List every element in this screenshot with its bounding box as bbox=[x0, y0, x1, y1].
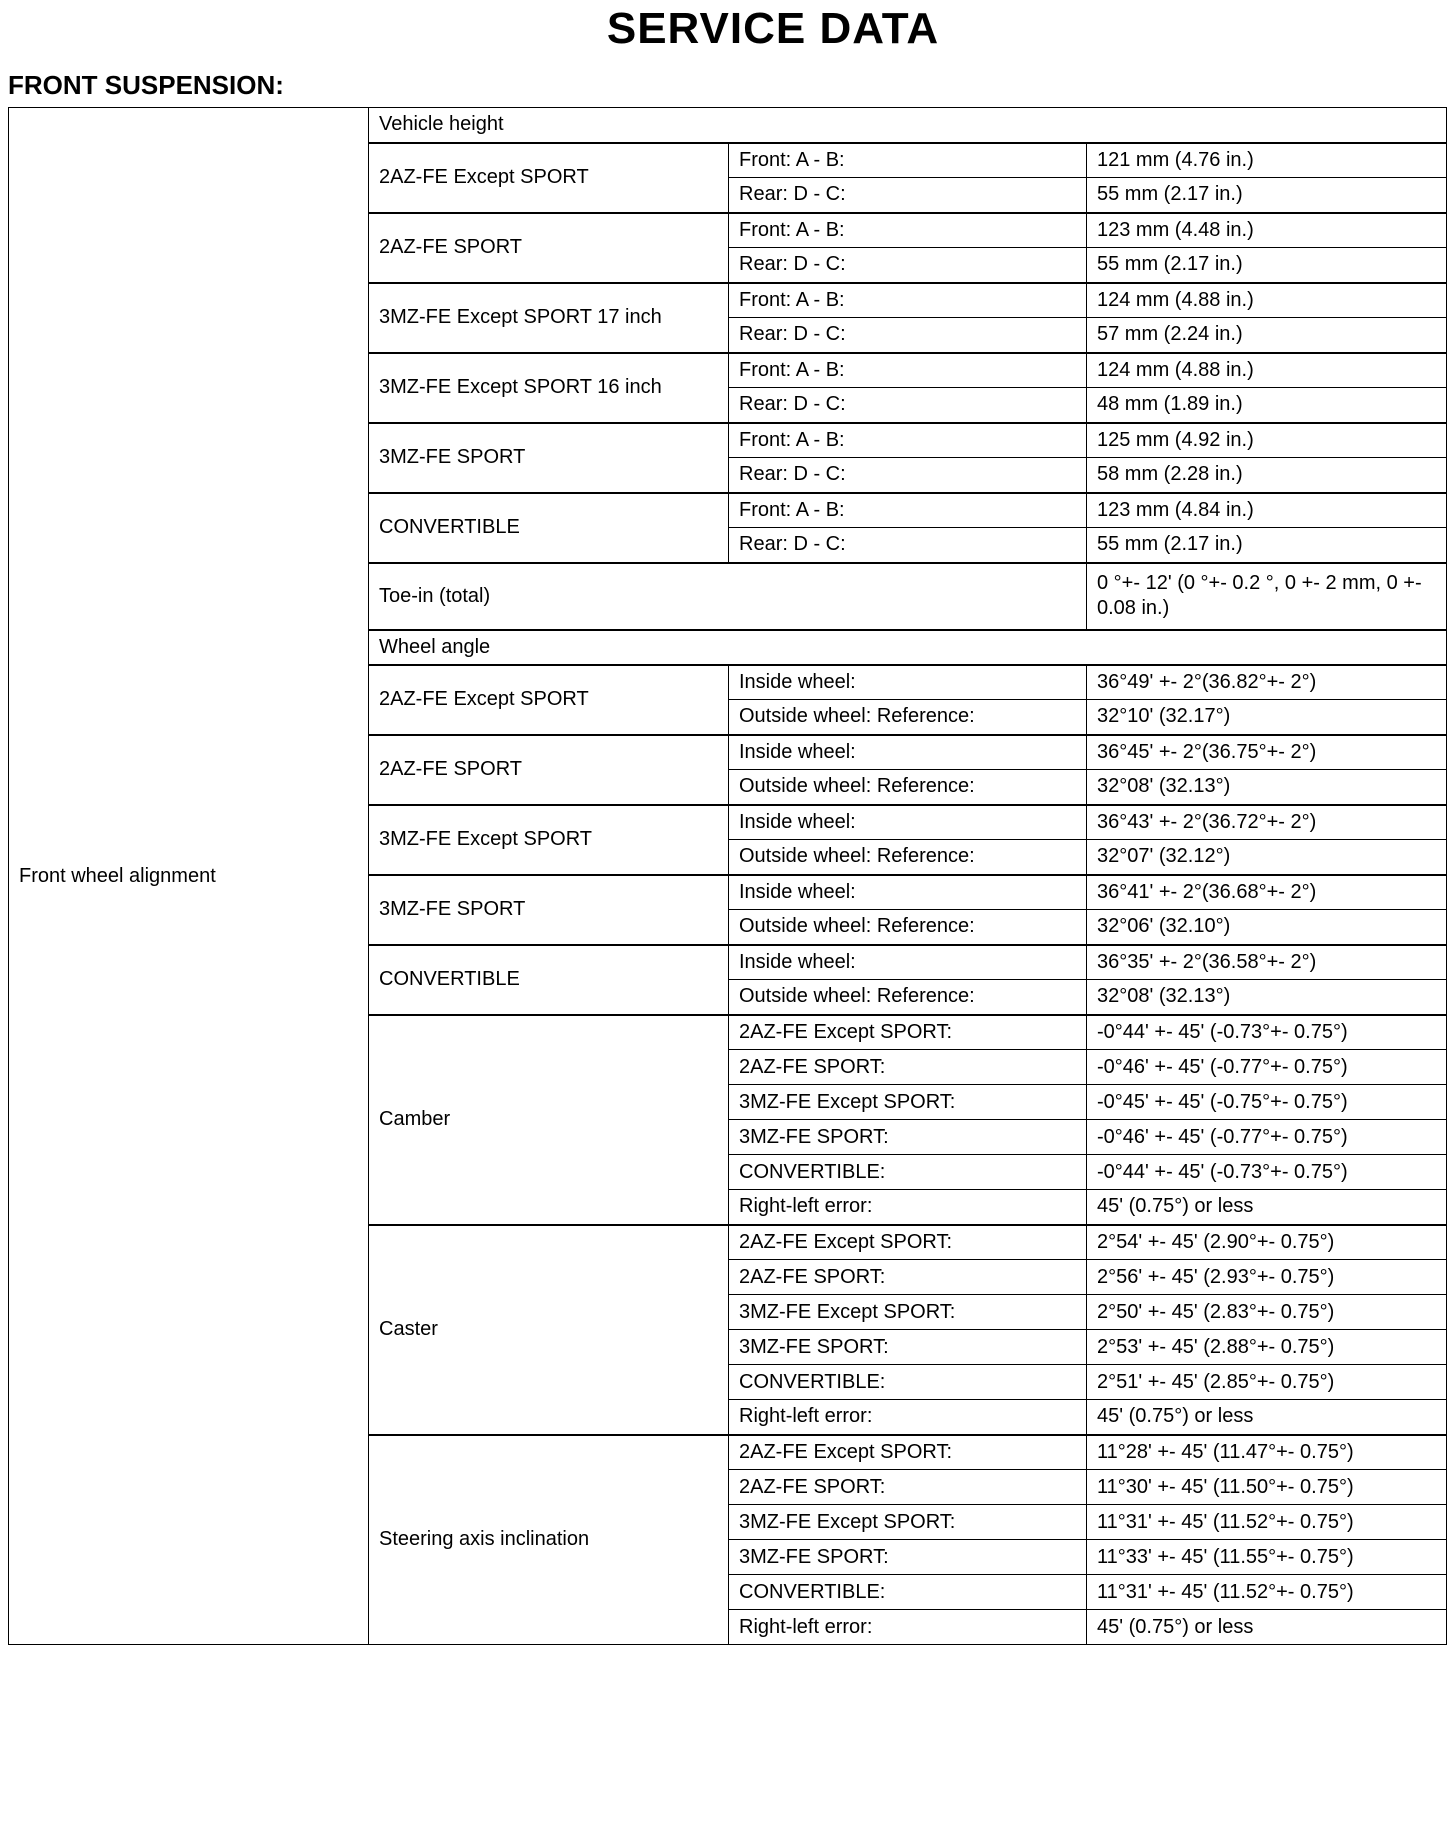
spec-label: CONVERTIBLE: bbox=[729, 1155, 1087, 1190]
spec-label: Right-left error: bbox=[729, 1190, 1087, 1225]
model-cell: 3MZ-FE Except SPORT 17 inch bbox=[369, 283, 729, 353]
spec-value: 55 mm (2.17 in.) bbox=[1087, 178, 1447, 213]
spec-value: 32°10' (32.17°) bbox=[1087, 700, 1447, 735]
spec-label: 2AZ-FE Except SPORT: bbox=[729, 1225, 1087, 1260]
spec-label: 2AZ-FE Except SPORT: bbox=[729, 1435, 1087, 1470]
spec-value: 45' (0.75°) or less bbox=[1087, 1610, 1447, 1645]
spec-label: Front: A - B: bbox=[729, 213, 1087, 248]
spec-label: 3MZ-FE SPORT: bbox=[729, 1540, 1087, 1575]
spec-value: 124 mm (4.88 in.) bbox=[1087, 353, 1447, 388]
angle-group-name: Caster bbox=[369, 1225, 729, 1435]
spec-value: -0°46' +- 45' (-0.77°+- 0.75°) bbox=[1087, 1050, 1447, 1085]
spec-value: 36°49' +- 2°(36.82°+- 2°) bbox=[1087, 665, 1447, 700]
spec-label: 3MZ-FE Except SPORT: bbox=[729, 1085, 1087, 1120]
spec-value: 11°33' +- 45' (11.55°+- 0.75°) bbox=[1087, 1540, 1447, 1575]
spec-label: 2AZ-FE SPORT: bbox=[729, 1050, 1087, 1085]
spec-value: 125 mm (4.92 in.) bbox=[1087, 423, 1447, 458]
spec-label: CONVERTIBLE: bbox=[729, 1575, 1087, 1610]
page-title: SERVICE DATA bbox=[606, 4, 940, 53]
spec-label: Rear: D - C: bbox=[729, 248, 1087, 283]
spec-label: Rear: D - C: bbox=[729, 458, 1087, 493]
service-data-table bbox=[8, 107, 1447, 1645]
spec-value: 2°50' +- 45' (2.83°+- 0.75°) bbox=[1087, 1295, 1447, 1330]
model-cell: CONVERTIBLE bbox=[369, 945, 729, 1015]
vehicle-height-header-row bbox=[9, 108, 1447, 143]
category-cell: Front wheel alignment bbox=[9, 108, 369, 1645]
spec-value: -0°46' +- 45' (-0.77°+- 0.75°) bbox=[1087, 1120, 1447, 1155]
model-cell: 3MZ-FE SPORT bbox=[369, 423, 729, 493]
spec-value: 121 mm (4.76 in.) bbox=[1087, 143, 1447, 178]
spec-label: Outside wheel: Reference: bbox=[729, 980, 1087, 1015]
spec-value: 32°07' (32.12°) bbox=[1087, 840, 1447, 875]
model-cell: 2AZ-FE SPORT bbox=[369, 735, 729, 805]
section-heading: FRONT SUSPENSION: bbox=[8, 70, 284, 100]
spec-value: 32°08' (32.13°) bbox=[1087, 770, 1447, 805]
spec-value: 124 mm (4.88 in.) bbox=[1087, 283, 1447, 318]
spec-label: Outside wheel: Reference: bbox=[729, 770, 1087, 805]
vehicle-height-header: Vehicle height bbox=[369, 108, 1447, 143]
spec-value: 58 mm (2.28 in.) bbox=[1087, 458, 1447, 493]
spec-label: Front: A - B: bbox=[729, 493, 1087, 528]
spec-label: Front: A - B: bbox=[729, 353, 1087, 388]
spec-label: 3MZ-FE Except SPORT: bbox=[729, 1295, 1087, 1330]
spec-label: Front: A - B: bbox=[729, 283, 1087, 318]
spec-value: -0°45' +- 45' (-0.75°+- 0.75°) bbox=[1087, 1085, 1447, 1120]
spec-value: 57 mm (2.24 in.) bbox=[1087, 318, 1447, 353]
spec-label: Right-left error: bbox=[729, 1610, 1087, 1645]
spec-label: 3MZ-FE SPORT: bbox=[729, 1330, 1087, 1365]
spec-value: 123 mm (4.48 in.) bbox=[1087, 213, 1447, 248]
spec-value: 36°35' +- 2°(36.58°+- 2°) bbox=[1087, 945, 1447, 980]
model-cell: 2AZ-FE Except SPORT bbox=[369, 665, 729, 735]
spec-label: Inside wheel: bbox=[729, 875, 1087, 910]
spec-value: 36°43' +- 2°(36.72°+- 2°) bbox=[1087, 805, 1447, 840]
spec-label: Right-left error: bbox=[729, 1400, 1087, 1435]
toe-in-label: Toe-in (total) bbox=[369, 563, 1087, 630]
spec-value: 36°45' +- 2°(36.75°+- 2°) bbox=[1087, 735, 1447, 770]
model-cell: CONVERTIBLE bbox=[369, 493, 729, 563]
spec-label: Inside wheel: bbox=[729, 665, 1087, 700]
model-cell: 3MZ-FE Except SPORT 16 inch bbox=[369, 353, 729, 423]
spec-value: 2°51' +- 45' (2.85°+- 0.75°) bbox=[1087, 1365, 1447, 1400]
spec-value: 2°53' +- 45' (2.88°+- 0.75°) bbox=[1087, 1330, 1447, 1365]
spec-label: Inside wheel: bbox=[729, 805, 1087, 840]
spec-label: Rear: D - C: bbox=[729, 388, 1087, 423]
spec-label: Outside wheel: Reference: bbox=[729, 840, 1087, 875]
spec-label: 2AZ-FE SPORT: bbox=[729, 1260, 1087, 1295]
spec-value: 45' (0.75°) or less bbox=[1087, 1400, 1447, 1435]
spec-value: 11°28' +- 45' (11.47°+- 0.75°) bbox=[1087, 1435, 1447, 1470]
spec-value: 123 mm (4.84 in.) bbox=[1087, 493, 1447, 528]
wheel-angle-header: Wheel angle bbox=[369, 630, 1447, 665]
spec-value: 11°30' +- 45' (11.50°+- 0.75°) bbox=[1087, 1470, 1447, 1505]
spec-label: CONVERTIBLE: bbox=[729, 1365, 1087, 1400]
spec-label: Rear: D - C: bbox=[729, 178, 1087, 213]
spec-value: 32°08' (32.13°) bbox=[1087, 980, 1447, 1015]
spec-value: 55 mm (2.17 in.) bbox=[1087, 248, 1447, 283]
spec-label: Front: A - B: bbox=[729, 423, 1087, 458]
angle-group-name: Steering axis inclination bbox=[369, 1435, 729, 1645]
spec-label: 2AZ-FE Except SPORT: bbox=[729, 1015, 1087, 1050]
spec-label: Rear: D - C: bbox=[729, 528, 1087, 563]
spec-label: Rear: D - C: bbox=[729, 318, 1087, 353]
model-cell: 2AZ-FE Except SPORT bbox=[369, 143, 729, 213]
model-cell: 3MZ-FE Except SPORT bbox=[369, 805, 729, 875]
spec-value: -0°44' +- 45' (-0.73°+- 0.75°) bbox=[1087, 1155, 1447, 1190]
spec-value: 45' (0.75°) or less bbox=[1087, 1190, 1447, 1225]
spec-label: 3MZ-FE SPORT: bbox=[729, 1120, 1087, 1155]
spec-label: Outside wheel: Reference: bbox=[729, 700, 1087, 735]
spec-value: 36°41' +- 2°(36.68°+- 2°) bbox=[1087, 875, 1447, 910]
spec-value: 55 mm (2.17 in.) bbox=[1087, 528, 1447, 563]
spec-value: 48 mm (1.89 in.) bbox=[1087, 388, 1447, 423]
spec-value: 2°54' +- 45' (2.90°+- 0.75°) bbox=[1087, 1225, 1447, 1260]
angle-group-name: Camber bbox=[369, 1015, 729, 1225]
spec-label: Inside wheel: bbox=[729, 735, 1087, 770]
spec-label: Outside wheel: Reference: bbox=[729, 910, 1087, 945]
spec-value: 11°31' +- 45' (11.52°+- 0.75°) bbox=[1087, 1505, 1447, 1540]
spec-label: 3MZ-FE Except SPORT: bbox=[729, 1505, 1087, 1540]
spec-label: Front: A - B: bbox=[729, 143, 1087, 178]
toe-in-value: 0 °+- 12' (0 °+- 0.2 °, 0 +- 2 mm, 0 +- 0.08 in.) bbox=[1087, 563, 1447, 630]
spec-value: 2°56' +- 45' (2.93°+- 0.75°) bbox=[1087, 1260, 1447, 1295]
model-cell: 2AZ-FE SPORT bbox=[369, 213, 729, 283]
spec-value: 32°06' (32.10°) bbox=[1087, 910, 1447, 945]
model-cell: 3MZ-FE SPORT bbox=[369, 875, 729, 945]
spec-value: 11°31' +- 45' (11.52°+- 0.75°) bbox=[1087, 1575, 1447, 1610]
spec-label: 2AZ-FE SPORT: bbox=[729, 1470, 1087, 1505]
spec-label: Inside wheel: bbox=[729, 945, 1087, 980]
spec-value: -0°44' +- 45' (-0.73°+- 0.75°) bbox=[1087, 1015, 1447, 1050]
